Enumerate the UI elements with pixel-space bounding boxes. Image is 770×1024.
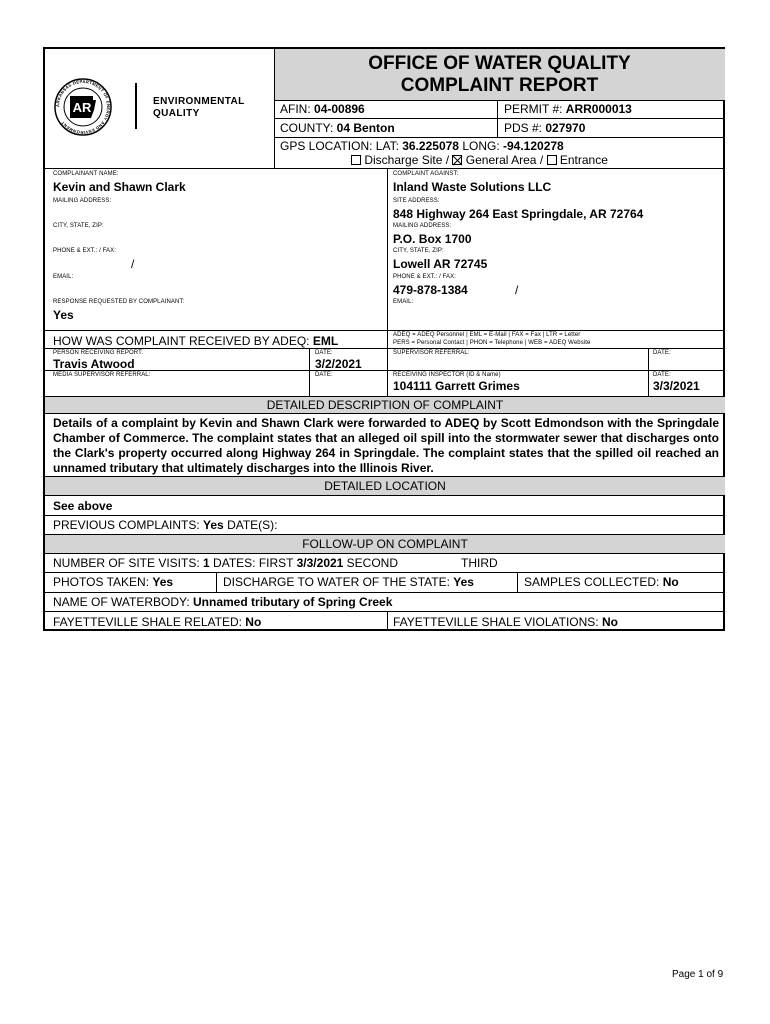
against-phone: 479-878-1384 bbox=[393, 283, 468, 297]
received-date: 3/2/2021 bbox=[315, 357, 362, 371]
description-header: DETAILED DESCRIPTION OF COMPLAINT bbox=[266, 398, 504, 412]
supervisor-date-label: DATE: bbox=[653, 350, 671, 356]
complaint-description: Details of a complaint by Kevin and Shawn Clark were forwarded to ADEQ by Scott Edmondson with the Springdale Chamber of Commerce. The complaint states that an alleged oil spill into the stormwater sewer that discharges onto the Clark's property occurred along Highway 264 in Springdale. The complaint states that the spilled oil reached an unnamed tributary that ultimately discharges into the Illinois River. bbox=[53, 416, 719, 475]
supervisor-referral-label: SUPERVISOR REFERRAL: bbox=[393, 350, 470, 356]
third-visit-label: THIRD bbox=[461, 556, 498, 570]
inspector-date: 3/3/2021 bbox=[653, 379, 700, 393]
entrance-checkbox[interactable] bbox=[547, 155, 557, 165]
receiving-inspector: 104111 Garrett Grimes bbox=[393, 379, 520, 393]
waterbody-name: NAME OF WATERBODY: Unnamed tributary of Spring Creek bbox=[53, 595, 393, 609]
mailing-address-label: MAILING ADDRESS: bbox=[53, 198, 112, 204]
complaint-against-label: COMPLAINT AGAINST: bbox=[393, 171, 459, 177]
inspector-label: RECEIVING INSPECTOR (ID & Name) bbox=[393, 372, 501, 378]
site-visits: NUMBER OF SITE VISITS: 1 DATES: FIRST 3/3/2021 SECOND bbox=[53, 556, 399, 570]
against-phone-separator: / bbox=[515, 283, 519, 297]
report-title-line-2: COMPLAINT REPORT bbox=[400, 75, 599, 96]
logo-text-2: QUALITY bbox=[153, 108, 200, 119]
against-email-label: EMAIL: bbox=[393, 299, 414, 305]
previous-complaints: PREVIOUS COMPLAINTS: Yes DATE(S): bbox=[53, 518, 278, 532]
received-date-label: DATE: bbox=[315, 350, 333, 356]
complainant-phone-separator: / bbox=[131, 257, 135, 271]
inspector-date-label: DATE: bbox=[653, 372, 671, 378]
complainant-name: Kevin and Shawn Clark bbox=[53, 180, 186, 194]
person-receiving-label: PERSON RECEIVING REPORT: bbox=[53, 350, 143, 356]
afin-field: AFIN: 04-00896 bbox=[280, 102, 365, 116]
discharge-to-water: DISCHARGE TO WATER OF THE STATE: Yes bbox=[223, 575, 474, 589]
location-header: DETAILED LOCATION bbox=[324, 479, 446, 493]
against-mailing-address: P.O. Box 1700 bbox=[393, 232, 472, 246]
complainant-name-label: COMPLAINANT NAME: bbox=[53, 171, 119, 177]
pds-field: PDS #: 027970 bbox=[504, 121, 586, 135]
gps-location: GPS LOCATION: LAT: 36.225078 LONG: -94.120278 bbox=[280, 139, 564, 153]
response-requested: Yes bbox=[53, 308, 74, 322]
state-seal-icon bbox=[53, 77, 113, 137]
site-address: 848 Highway 264 East Springdale, AR 72764 bbox=[393, 207, 644, 221]
complaint-report-form bbox=[43, 47, 725, 631]
logo-divider bbox=[135, 83, 137, 129]
email-label: EMAIL: bbox=[53, 274, 74, 280]
against-city-label: CITY, STATE, ZIP: bbox=[393, 248, 444, 254]
svg-text:ARKANSAS DEPARTMENT OF ENERGY: ARKANSAS DEPARTMENT OF ENERGY AND ENVIRONMENT bbox=[54, 78, 112, 136]
received-legend-2: PERS = Personal Contact | PHON = Telephone | WEB = ADEQ Website bbox=[393, 340, 591, 346]
county-field: COUNTY: 04 Benton bbox=[280, 121, 395, 135]
fayetteville-shale-related: FAYETTEVILLE SHALE RELATED: No bbox=[53, 615, 262, 629]
logo-text-1: ENVIRONMENTAL bbox=[153, 96, 245, 107]
photos-taken: PHOTOS TAKEN: Yes bbox=[53, 575, 174, 589]
fayetteville-shale-violations: FAYETTEVILLE SHALE VIOLATIONS: No bbox=[393, 615, 618, 629]
media-date-label: DATE: bbox=[315, 372, 333, 378]
svg-text:AR: AR bbox=[72, 100, 92, 115]
received-method: HOW WAS COMPLAINT RECEIVED BY ADEQ: EML bbox=[53, 334, 339, 348]
media-supervisor-label: MEDIA SUPERVISOR REFERRAL: bbox=[53, 372, 151, 378]
against-city: Lowell AR 72745 bbox=[393, 257, 488, 271]
samples-collected: SAMPLES COLLECTED: No bbox=[524, 575, 679, 589]
location-type-options: Discharge Site / General Area / Entrance bbox=[351, 153, 608, 167]
permit-field: PERMIT #: ARR000013 bbox=[504, 102, 632, 116]
site-address-label: SITE ADDRESS: bbox=[393, 198, 440, 204]
against-mailing-label: MAILING ADDRESS: bbox=[393, 223, 452, 229]
response-requested-label: RESPONSE REQUESTED BY COMPLAINANT: bbox=[53, 299, 185, 305]
location-details: See above bbox=[53, 499, 113, 513]
city-state-zip-label: CITY, STATE, ZIP: bbox=[53, 223, 104, 229]
complaint-against-name: Inland Waste Solutions LLC bbox=[393, 180, 552, 194]
agency-logo bbox=[53, 77, 243, 137]
person-receiving: Travis Atwood bbox=[53, 357, 135, 371]
received-legend-1: ADEQ = ADEQ Personnel | EML = E-Mail | FAX = Fax | LTR = Letter bbox=[393, 332, 581, 338]
followup-header: FOLLOW-UP ON COMPLAINT bbox=[302, 537, 468, 551]
discharge-site-checkbox[interactable] bbox=[351, 155, 361, 165]
page-number: Page 1 of 9 bbox=[672, 969, 724, 980]
against-phone-label: PHONE & EXT.: / FAX: bbox=[393, 274, 457, 280]
phone-fax-label: PHONE & EXT.: / FAX: bbox=[53, 248, 117, 254]
general-area-checkbox[interactable] bbox=[452, 155, 462, 165]
report-title-line-1: OFFICE OF WATER QUALITY bbox=[368, 53, 631, 74]
